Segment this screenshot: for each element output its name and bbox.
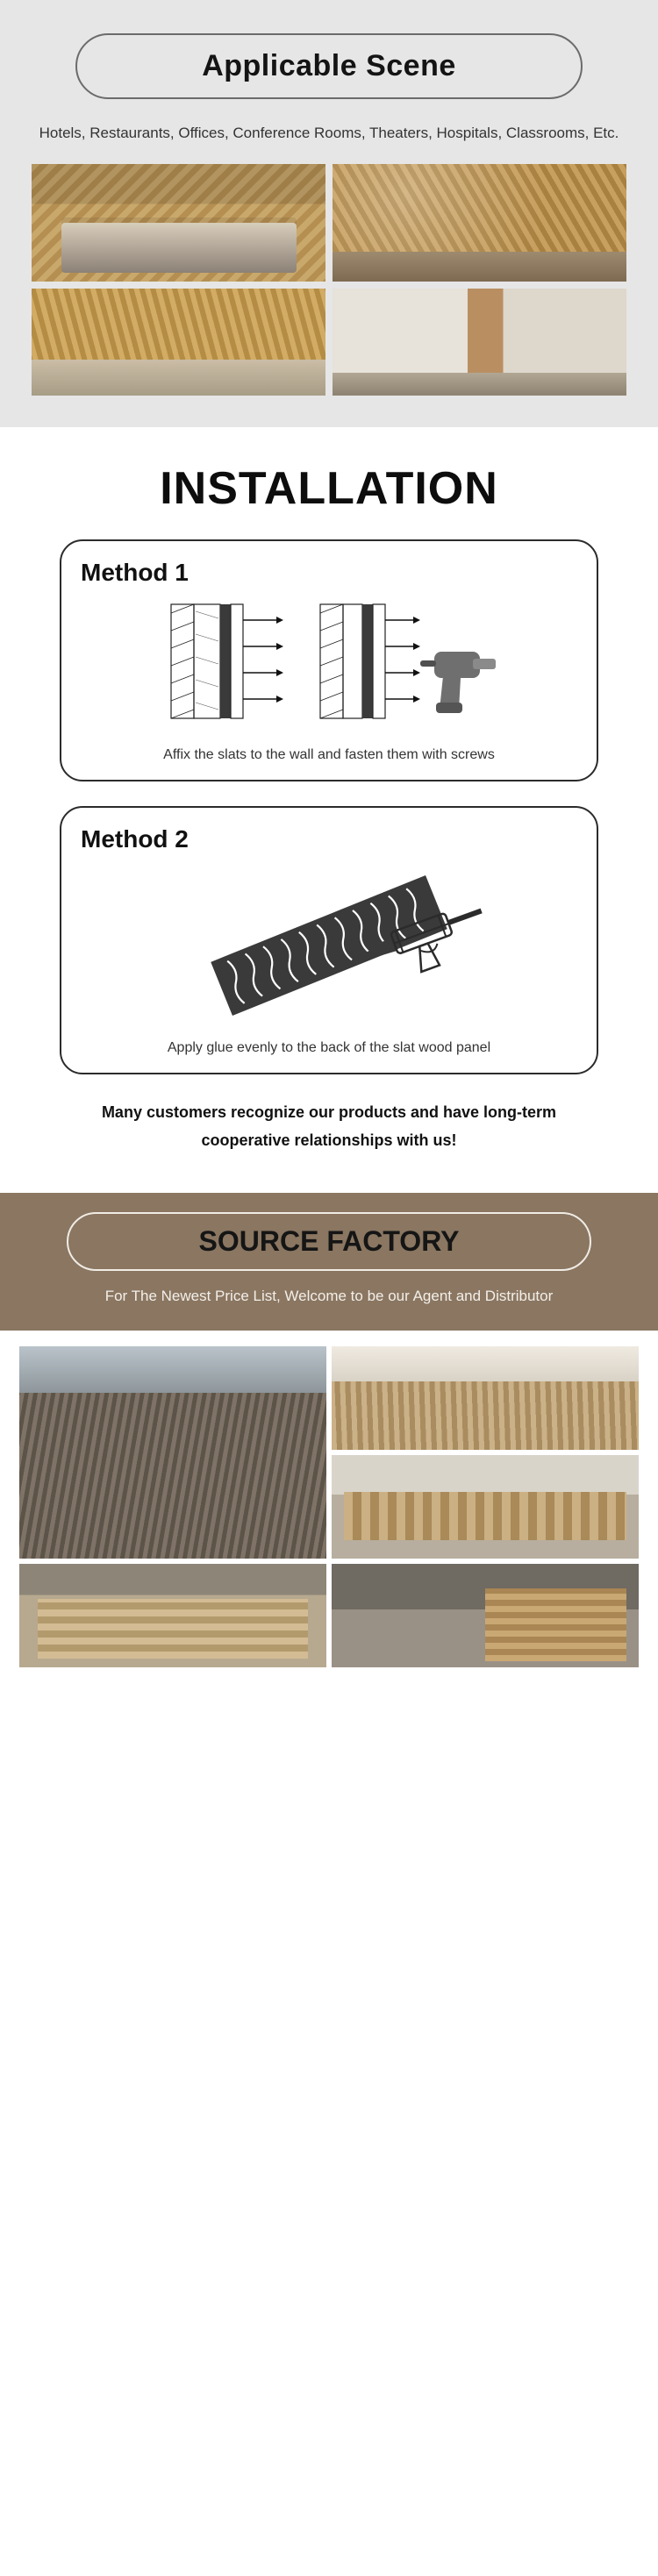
method-1-label: Method 1 — [81, 559, 189, 587]
installation-title: INSTALLATION — [160, 463, 498, 515]
worker-loading-photo — [332, 1564, 639, 1667]
warehouse-photo — [332, 1455, 639, 1559]
method-2-card — [60, 806, 598, 1074]
scene-subtitle: Hotels, Restaurants, Offices, Conference Rooms, Theaters, Hospitals, Classrooms, Etc. — [39, 125, 619, 141]
container-loading-photo — [19, 1564, 326, 1667]
conference-room-photo — [32, 164, 325, 282]
factory-photo-grid — [0, 1331, 658, 1687]
source-factory-banner — [0, 1193, 658, 1331]
applicable-scene-section — [0, 0, 658, 427]
lobby-photo — [32, 289, 325, 396]
glue-gun-on-panel-diagram — [81, 862, 577, 1029]
installation-section — [0, 427, 658, 1193]
customer-recognition-text: Many customers recognize our products and have long-term cooperative relationships with us! — [101, 1103, 557, 1149]
method-2-caption: Apply glue evenly to the back of the slat wood panel — [167, 1040, 491, 1056]
hexagon-wall-photo — [333, 164, 626, 282]
method-1-caption: Affix the slats to the wall and fasten them with screws — [163, 747, 495, 763]
method-1-card — [60, 539, 598, 781]
factory-title: SOURCE FACTORY — [67, 1212, 591, 1271]
panel-bundle-photo — [332, 1346, 639, 1450]
living-room-photo — [333, 289, 626, 396]
wall-section-with-drill-diagram — [81, 596, 577, 736]
factory-subtitle: For The Newest Price List, Welcome to be our Agent and Distributor — [104, 1288, 554, 1305]
scene-photo-grid — [32, 164, 626, 396]
panel-stack-photo — [19, 1346, 326, 1559]
method-2-label: Method 2 — [81, 825, 189, 853]
scene-title: Applicable Scene — [75, 33, 583, 99]
